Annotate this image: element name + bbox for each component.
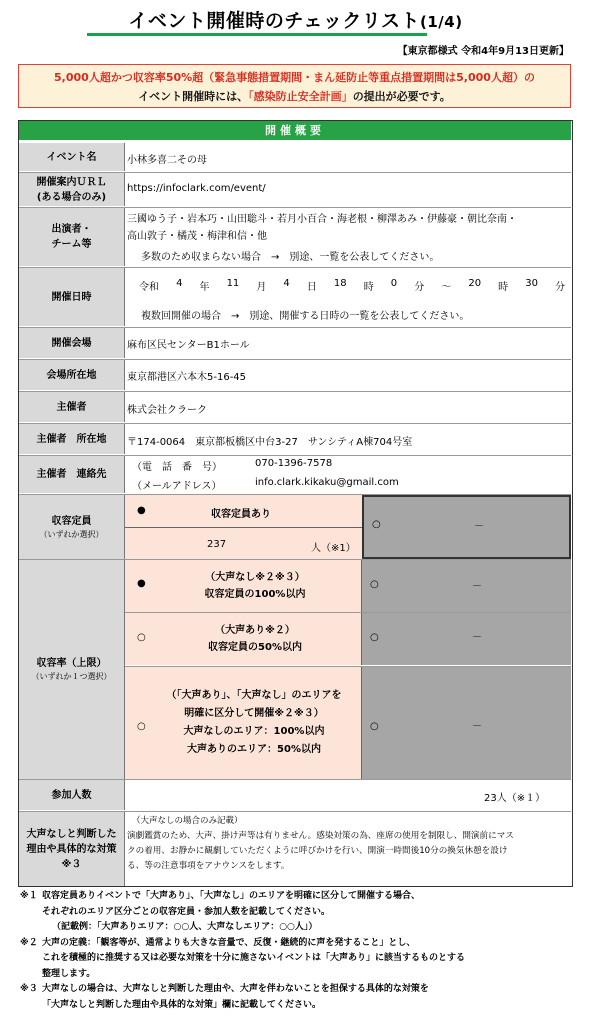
footnote-text: 大声なしの場合は、大声なしと判断した理由や、大声を伴わないことを担保する具体的な対策を	[42, 984, 429, 994]
capacity-option-2-label: －	[474, 521, 484, 532]
rate-option-a-alt[interactable]: ○ －	[362, 560, 571, 612]
capacity-value[interactable]: 237	[207, 539, 227, 550]
footnote-mark: ※１	[20, 891, 38, 901]
url-value[interactable]: https://infoclark.com/event/	[127, 183, 266, 194]
footnote-mark	[20, 951, 42, 967]
radio-selected-icon[interactable]: ●	[137, 578, 146, 589]
footnote-mark	[20, 920, 42, 936]
email-label: （メールアドレス）	[132, 481, 222, 492]
footnote-line	[20, 905, 580, 921]
datetime-value[interactable]: 令和 4 年 11 月 4 日 18 時 0 分 ～ 20 時 30 分	[139, 278, 565, 293]
footnote-mark: ※３	[20, 984, 38, 994]
label-event-name: イベント名	[19, 143, 125, 171]
radio-empty-icon[interactable]: ○	[370, 632, 379, 643]
event-form	[18, 120, 573, 887]
footnote-line	[20, 889, 580, 905]
section-header: 開催概要	[19, 121, 571, 140]
radio-empty-icon[interactable]: ○	[370, 579, 379, 590]
label-datetime: 開催日時	[19, 268, 125, 326]
footnote-mark	[20, 967, 42, 983]
capacity-option-label: 収容定員あり	[211, 509, 271, 520]
notice-line1: 5,000人超かつ収容率50%超（緊急事態措置期間・まん延防止等重点措置期間は5,000人超）の	[54, 71, 535, 84]
footnote-line	[20, 982, 580, 998]
radio-empty-icon[interactable]: ○	[372, 519, 381, 530]
rate-option-c-alt[interactable]: ○ －	[362, 667, 571, 779]
update-note: 【東京都様式 令和4年9月13日更新】	[397, 46, 569, 57]
event-name-value[interactable]: 小林多喜二その母	[127, 155, 207, 166]
label-performers: 出演者・ チーム等	[19, 208, 125, 266]
phone-label: （電 話 番 号）	[132, 462, 222, 473]
footnote-line	[20, 967, 580, 983]
rate-option-c[interactable]: ○ （「大声あり」、「大声なし」のエリアを 明確に区分して開催※２※３） 大声なしのエリア：100%以内 大声ありのエリア：50%以内	[125, 667, 362, 779]
label-participants: 参加人数	[19, 780, 125, 810]
footnote-text: （記載例：「大声ありエリア：○○人、大声なしエリア：○○人」）	[52, 922, 318, 932]
page-title: イベント開催時のチェックリスト(1/4)	[128, 10, 463, 32]
footnote-text: 「大声なしと判断した理由や具体的な対策」欄に記載してください。	[42, 999, 322, 1010]
notice-line2: イベント開催時には、「感染防止安全計画」の提出が必要です。	[138, 90, 451, 103]
radio-empty-icon[interactable]: ○	[137, 721, 146, 732]
footnote-text: 大声の定義：「観客等が、通常よりも大きな音量で、反復・継続的に声を発すること」とし、	[42, 937, 416, 948]
footnote-mark: ※２	[20, 937, 38, 948]
address-value[interactable]: 東京都港区六本木5-16-45	[127, 372, 247, 383]
datetime-note: 複数回開催の場合 → 別途、開催する日時の一覧を公表してください。	[141, 311, 470, 322]
footnote-text: これを積極的に推奨する又は必要な対策を十分に施さないイベントは「大声あり」に該当するものとする	[42, 953, 466, 963]
footnote-text: それぞれのエリア区分ごとの収容定員・参加人数を記載してください。	[42, 906, 331, 917]
email-value[interactable]: info.clark.kikaku@gmail.com	[255, 477, 399, 488]
rate-option-a[interactable]: ● （大声なし※２※３） 収容定員の100%以内	[125, 560, 362, 612]
organizer-value[interactable]: 株式会社クラーク	[127, 405, 207, 416]
notice-box	[18, 64, 571, 108]
rate-option-b-alt[interactable]: ○ －	[362, 613, 571, 665]
performers-note: 多数のため収まらない場合 → 別途、一覧を公表してください。	[141, 252, 440, 263]
label-org-address: 主催者 所在地	[19, 424, 125, 454]
rate-option-b[interactable]: ○ （大声あり※２） 収容定員の50%以内	[125, 613, 362, 665]
footnote-line	[20, 936, 580, 952]
reason-sub: （大声なしの場合のみ記載）	[132, 816, 243, 826]
org-address-value[interactable]: 〒174-0064 東京都板橋区中台3-27 サンシティA棟704号室	[127, 437, 413, 448]
reason-value[interactable]: 演劇鑑賞のため、大声、掛け声等は有りません。感染対策の為、座席の使用を制限し、開演前にマス クの着用、お静かに観劇していただくように呼びかけを行い、開演一時間後10分の換気休憩を設け る、等の注意事項をアナウンスをします。	[127, 831, 514, 871]
radio-selected-icon[interactable]: ●	[137, 505, 146, 516]
footnote-text: 収容定員ありイベントで「大声あり」、「大声なし」のエリアを明確に区分して開催する場合、	[42, 891, 421, 901]
footnote-mark	[20, 905, 42, 921]
title-underline	[87, 33, 427, 36]
venue-value[interactable]: 麻布区民センターB1ホール	[127, 340, 250, 351]
footnotes	[20, 889, 580, 1013]
footnote-text: 整理します。	[42, 968, 96, 979]
label-organizer: 主催者	[19, 392, 125, 422]
label-contact: 主催者 連絡先	[19, 456, 125, 493]
capacity-option-2[interactable]	[362, 495, 571, 559]
capacity-unit: 人（※1）	[311, 543, 356, 554]
radio-empty-icon[interactable]: ○	[137, 632, 146, 643]
label-rate: 収容率（上限） （いずれか１つ選択）	[19, 560, 125, 779]
radio-empty-icon[interactable]: ○	[370, 721, 379, 732]
label-reason: 大声なしと判断した 理由や具体的な対策 ※３	[19, 812, 125, 886]
phone-value[interactable]: 070-1396-7578	[255, 458, 333, 469]
label-address: 会場所在地	[19, 360, 125, 390]
label-venue: 開催会場	[19, 328, 125, 358]
footnote-mark	[20, 998, 42, 1014]
label-url: 開催案内ＵＲＬ (ある場合のみ)	[19, 173, 125, 206]
footnote-line	[20, 920, 580, 936]
participants-value[interactable]: 23人（※１）	[484, 793, 546, 804]
performers-value[interactable]: 三國ゆう子・岩本巧・山田聡斗・若月小百合・海老根・柳澤あみ・伊藤豪・朝比奈南・ 高山敦子・橘茂・梅津和信・他	[127, 214, 517, 242]
capacity-option-1[interactable]	[125, 495, 362, 559]
label-capacity: 収容定員 （いずれか選択）	[19, 495, 125, 559]
page-indicator: (1/4)	[419, 13, 463, 31]
footnote-line	[20, 951, 580, 967]
footnote-line	[20, 998, 580, 1014]
